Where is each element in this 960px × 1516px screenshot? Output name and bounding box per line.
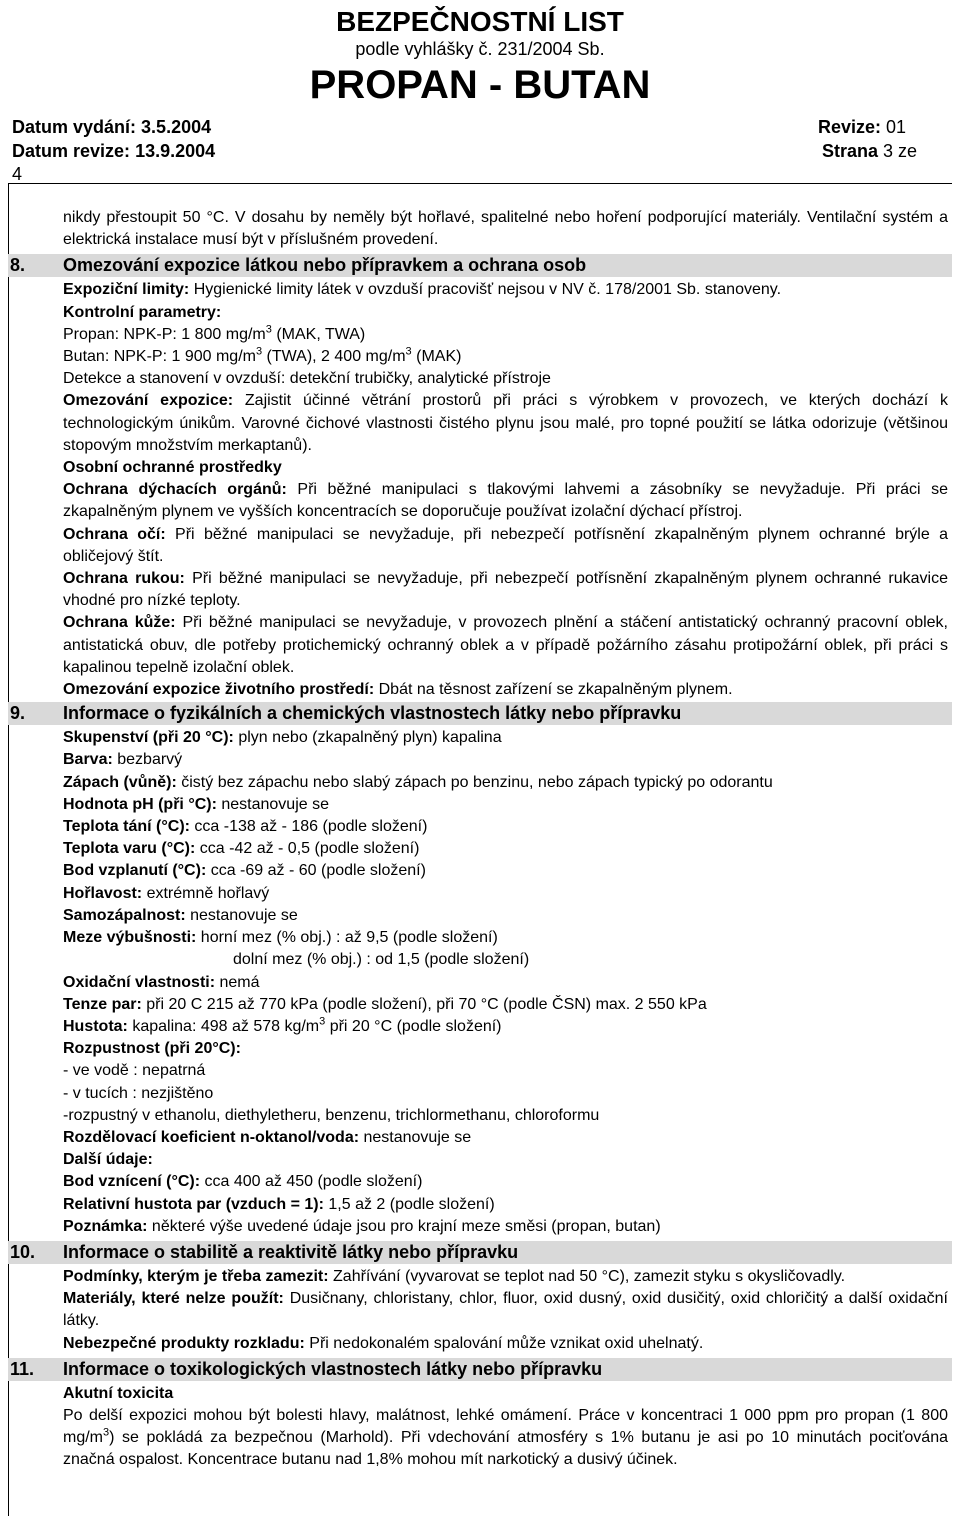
boiling-point: Teplota varu (°C): cca -42 až - 0,5 (podle složení) <box>63 840 420 858</box>
partition-coefficient: Rozdělovací koeficient n-oktanol/voda: nestanovuje se <box>63 1128 472 1146</box>
solubility-water: - ve vodě : nepatrná <box>63 1062 206 1080</box>
self-ignition: Samozápalnost: nestanovuje se <box>63 906 298 924</box>
section7-continuation: nikdy přestoupit 50 °C. V dosahu by neměly být hořlavé, spalitelné nebo hoření podporující materiály. Ventilační systém a elektrická instalace musí být v příslušném provedení. <box>63 209 948 249</box>
vapour-pressure: Tenze par: při 20 C 215 až 770 kPa (podle složení), při 70 °C (podle ČSN) max. 2 550 kPa <box>63 995 707 1013</box>
relative-vapour-density: Relativní hustota par (vzduch = 1): 1,5 až 2 (podle složení) <box>63 1195 495 1213</box>
note: Poznámka: některé výše uvedené údaje jsou pro krajní meze směsi (propan, butan) <box>63 1217 661 1235</box>
propan-limit: Propan: NPK-P: 1 800 $mg/m^3$ (MAK, TWA) <box>63 323 366 343</box>
issue-date: Datum vydání: 3.5.2004 <box>12 117 212 137</box>
solubility-fat: - v tucích : nezjištěno <box>63 1084 214 1102</box>
solubility-label: Rozpustnost (při 20°C): <box>63 1040 241 1058</box>
section-10-heading: 10. Informace o stabilitě a reaktivitě látky nebo přípravku <box>8 1241 952 1264</box>
environment-exposure: Omezování expozice životního prostředí: Dbát na těsnost zařízení se zkapalněným plynem. <box>63 681 733 699</box>
control-parameters-label: Kontrolní parametry: <box>63 303 222 321</box>
butan-limit: Butan: NPK-P: 1 900 $mg/m^3$ (TWA), 2 400 $mg/m^3$ (MAK) <box>63 345 462 366</box>
explosion-upper-limit: Meze výbušnosti: horní mez (% obj.) : až 9,5 (podle složení) <box>63 929 498 947</box>
autoignition: Bod vznícení (°C): cca 400 až 450 (podle složení) <box>63 1173 423 1191</box>
solubility-other: -rozpustný v ethanolu, diethyletheru, benzenu, trichlormethanu, chloroformu <box>63 1106 600 1124</box>
document-title: BEZPEČNOSTNÍ LIST <box>336 6 624 37</box>
exposure-control: Omezování expozice: Zajistit účinné větrání prostorů při práci s výrobkem v provozech, ve kterých dochází k technologickým únikům. Varovné čichové vlastnosti čistého plynu jsou malé, pro topné použití se látka odorizuje (většinou stopovým množstvím merkaptanů). <box>63 392 949 454</box>
detection-method: Detekce a stanovení v ovzduší: detekční trubičky, analytické přístroje <box>63 370 551 388</box>
product-name: PROPAN - BUTAN <box>309 63 651 107</box>
revision: Revize: 01 <box>818 117 907 137</box>
explosion-lower-limit: dolní mez (% obj.) : od 1,5 (podle složení) <box>233 951 530 969</box>
incompatible-materials: Materiály, které nelze použít: Dusičnany, chloristany, chlor, fluor, oxid dusný, oxid dusičitý, oxid chloričitý a další oxidační látky. <box>63 1290 948 1330</box>
odor: Zápach (vůně): čistý bez zápachu nebo slabý zápach po benzinu, nebo zápach typický po odorantu <box>63 773 773 791</box>
flash-point: Bod vzplanutí (°C): cca -69 až - 60 (podle složení) <box>63 862 426 880</box>
acute-toxicity-label: Akutní toxicita <box>63 1384 174 1402</box>
document-body <box>8 190 952 1472</box>
section-9-heading: 9. Informace o fyzikálních a chemických vlastnostech látky nebo přípravku <box>8 702 952 725</box>
page-total: 4 <box>12 164 23 184</box>
hazardous-decomposition: Nebezpečné produkty rozkladu: Při nedokonalém spalování může vznikat oxid uhelnatý. <box>63 1334 704 1352</box>
header-rule <box>8 183 952 184</box>
respiratory-protection: Ochrana dýchacích orgánů: Při běžné manipulaci s tlakovými lahvemi a zásobníky se nevyžaduje. Při práci se zkapalněným plynem ve vyšších koncentracích se doporučuje používat izolační dýchací přístroj. <box>63 481 949 521</box>
other-data-label: Další údaje: <box>63 1151 153 1169</box>
hand-protection: Ochrana rukou: Při běžné manipulaci se nevyžaduje, při nebezpečí potřísnění zkapalněným plynem ochranné rukavice vhodné pro nízké teploty. <box>63 570 949 610</box>
acute-toxicity-text: Po delší expozici mohou být bolesti hlavy, malátnost, lehké omámení. Práce v koncentraci 1 000 ppm pro propan (1 800 $mg/m^3$) se pokládá za bezpečnou (Marhold). Při vdechování atmosféry s 1% butanu je asi po 10 minutách pociťována značná ospalost. Koncentrace butanu nad 1,8% mohou mít narkotický a dusivý účinek. <box>63 1406 948 1469</box>
page-number: Strana 3 ze <box>822 141 918 161</box>
color: Barva: bezbarvý <box>63 751 183 769</box>
skin-protection: Ochrana kůže: Při běžné manipulaci se nevyžaduje, v provozech plnění a stáčení antistatický ochranný pracovní oblek, antistatická obuv, dle potřeby protichemický ochranný oblek a v případě požárního zásahu protipožární oblek, při práci s kapalinou tepelně izolační oblek. <box>63 614 948 676</box>
oxidizing-properties: Oxidační vlastnosti: nemá <box>63 973 260 991</box>
eye-protection: Ochrana očí: Při běžné manipulaci se nevyžaduje, při nebezpečí potřísnění zkapalněným plynem ochranné brýle a obličejový štít. <box>63 525 948 565</box>
section-11-heading: 11. Informace o toxikologických vlastnostech látky nebo přípravku <box>8 1358 952 1381</box>
physical-state: Skupenství (při 20 °C): plyn nebo (zkapalněný plyn) kapalina <box>63 729 502 747</box>
revision-date: Datum revize: 13.9.2004 <box>12 141 216 161</box>
melting-point: Teplota tání (°C): cca -138 až - 186 (podle složení) <box>63 818 428 836</box>
exposure-limits: Expoziční limity: Hygienické limity látek v ovzduší pracovišť nejsou v NV č. 178/2001 Sb. stanoveny. <box>63 281 782 299</box>
section-8-heading: 8. Omezování expozice látkou nebo přípravkem a ochrana osob <box>8 254 952 277</box>
document-subtitle: podle vyhlášky č. 231/2004 Sb. <box>355 39 605 59</box>
flammability: Hořlavost: extrémně hořlavý <box>63 884 270 902</box>
ph-value: Hodnota pH (při °C): nestanovuje se <box>63 795 329 813</box>
density: Hustota: kapalina: 498 až 578 $kg/m^3$ při 20 °C (podle složení) <box>63 1015 502 1035</box>
conditions-to-avoid: Podmínky, kterým je třeba zamezit: Zahřívání (vyvarovat se teplot nad 50 °C), zamezit styku s okysličovadly. <box>63 1267 846 1285</box>
ppe-label: Osobní ochranné prostředky <box>63 459 282 477</box>
